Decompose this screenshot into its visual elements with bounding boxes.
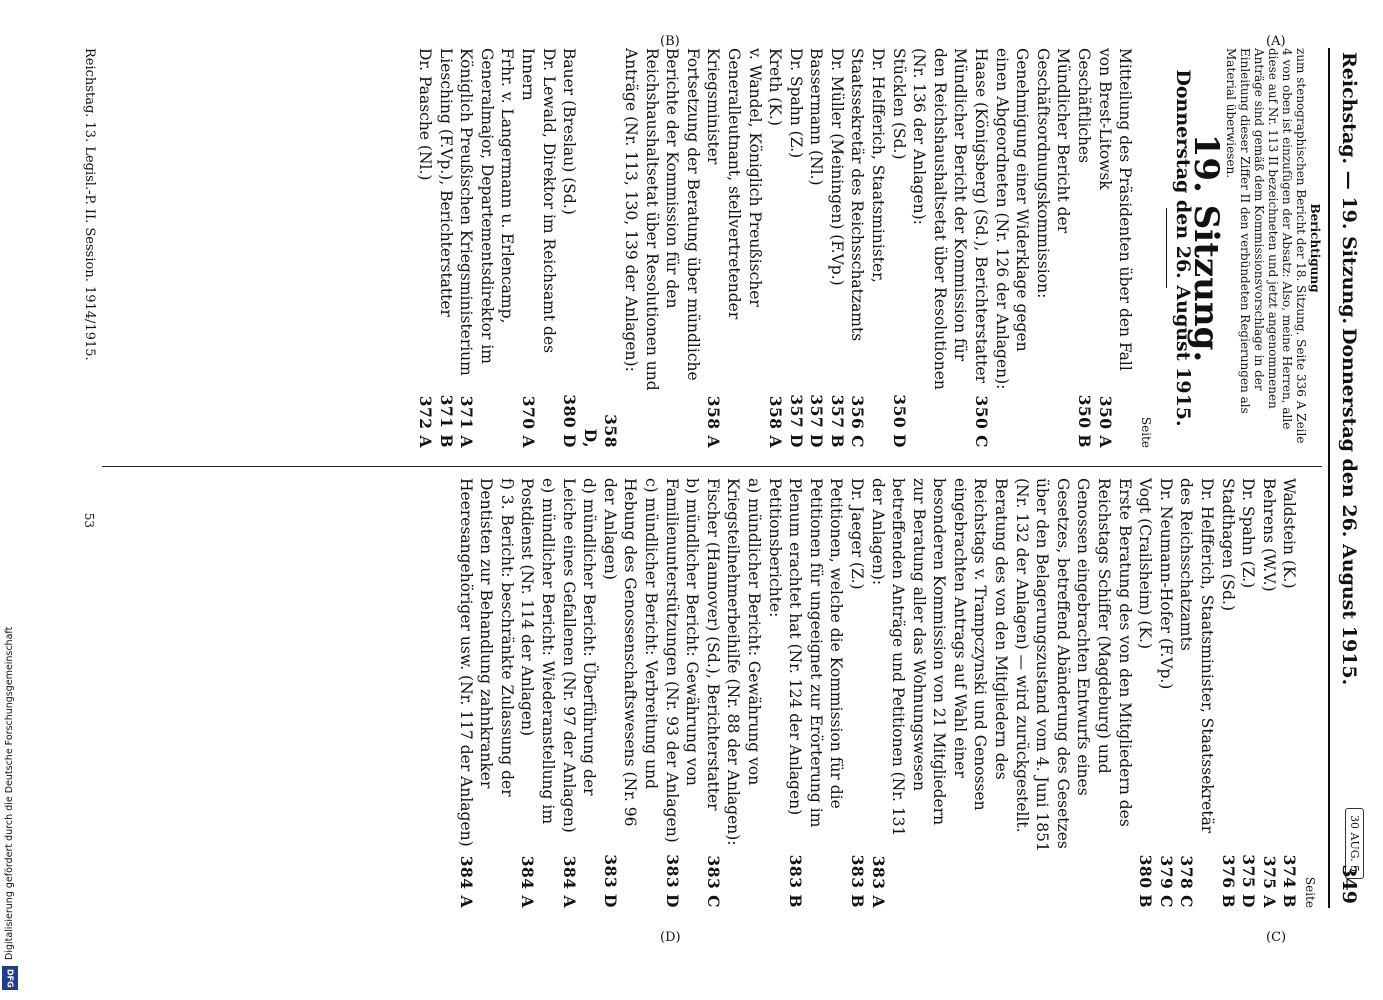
header-rule (1328, 48, 1330, 908)
toc-entry-page: 376 B (1218, 854, 1238, 908)
toc-entry-text: a) mündlicher Bericht: Gewährung von Kriegsteilnehmerbeihilfe (Nr. 88 der Anlagen): (724, 478, 763, 846)
toc-entry-text: Fortsetzung der Beratung über mündliche Berichte der Kommission für den Reichshaushaltsetat über Resolutionen und Anträge (Nr. 113, 130, 139 der Anlagen): (621, 48, 702, 391)
column-divider (102, 466, 1322, 467)
toc-entry-page: 358 A (704, 395, 724, 448)
toc-entry (599, 478, 661, 908)
right-entries (455, 478, 1299, 908)
margin-mark-a: (A) (1266, 34, 1286, 49)
digitization-credit (0, 0, 22, 1000)
correction-text: zum stenographischen Bericht der 18. Sitzung. Seite 336 A Zeile 4 von oben ist einzufügen der Absatz: Also, meine Herren, alle diese auf Nr. 113 II bezeichneten und jetzt angenommenen Anträge sind gemäß dem Kommissionsvorschlage in der Einleitung dieser Ziffer II den verbündeten Regierungen als Material überwiesen. (1224, 48, 1308, 444)
header-left: Reichstag. — 19. Sitzung. (1338, 52, 1360, 325)
toc-entry-text: Mündlicher Bericht der Geschäftsordnungskommission: Genehmigung einer Widerklage gegen einen Abgeordneten (Nr. 126 der Anlagen): (992, 48, 1073, 390)
toc-entry (765, 48, 786, 448)
toc-entry-text: Bauer (Breslau) (Sd.) (560, 48, 579, 215)
toc-entry (703, 48, 765, 448)
toc-entry (455, 478, 517, 908)
toc-entry (847, 48, 888, 448)
toc-entry-text: Dr. Neumann-Hofer (F.Vp.) (1156, 478, 1175, 690)
running-header (1332, 48, 1366, 908)
toc-entry-page: 358 A (766, 395, 786, 448)
toc-entry-page: 380 B (1136, 854, 1156, 908)
toc-entry-text: Kreth (K.) (766, 48, 785, 126)
toc-entry (991, 48, 1073, 448)
toc-entry-text: f) 3. Bericht: beschränkte Zulassung der Dentisten zur Behandlung zahnkranker Heeresangehöriger usw. (Nr. 117 der Anlagen) (456, 478, 516, 847)
toc-entry-text: Dr. Spahn (Z.) (786, 48, 805, 159)
toc-entry-page: 350 C (972, 395, 992, 448)
toc-entry-page: 371 B (436, 394, 456, 448)
toc-entry (414, 48, 435, 448)
toc-entry-text: Beratung des von den Mitgliedern des Reichstags v. Trampczynski und Genossen eingebrachten Antrags auf Wahl einer besonderen Kommission von 21 Mitgliedern zur Beratung aller das Wohnungswesen betreffenden Anträge und Petitionen (Nr. 131 der Anlagen): (868, 478, 1011, 837)
toc-entry-page: 383 D (662, 854, 682, 908)
correction-note (1224, 48, 1322, 448)
toc-entry (435, 48, 456, 448)
toc-entry (1258, 478, 1279, 908)
toc-entry-page: 384 A (456, 855, 476, 908)
toc-entry (826, 48, 847, 448)
toc-entry-page: 384 A (559, 855, 579, 908)
toc-entry-page: 383 B (847, 854, 867, 908)
toc-entry-text: Stücklen (Sd.) (889, 48, 908, 160)
toc-entry-text: Petitionen, welche die Kommission für die Petitionen für ungeeignet zur Erörterung im Plenum erachtet hat (Nr. 124 der Anlagen) (786, 478, 846, 828)
toc-entry-page: 384 A (518, 855, 538, 908)
toc-entry-text: Fischer (Hannover) (Sd.), Berichterstatter (703, 478, 722, 811)
toc-entry (1279, 478, 1300, 908)
toc-entry-page: 375 A (1259, 855, 1279, 908)
left-column (414, 48, 1322, 448)
toc-entry-page: 358 D, 380 D (560, 394, 621, 448)
toc-entry-text: Dr. Müller (Meiningen) (F.Vp.) (827, 48, 846, 286)
toc-entry-page: 356 C (848, 395, 868, 448)
toc-entry-page: 357 D (786, 394, 806, 448)
toc-entry (1155, 478, 1176, 908)
toc-entry-text: Liesching (F.Vp.), Berichterstatter (436, 48, 455, 317)
toc-entry-text: Dr. Paasche (Nl.) (416, 48, 435, 181)
margin-mark-d: (D) (660, 930, 681, 945)
toc-entry (846, 478, 867, 908)
toc-entry-text: Dr. Lewald, Direktor im Reichsamt des Innern (519, 48, 558, 354)
toc-entry-page: 379 C (1156, 855, 1176, 908)
toc-entry (785, 478, 847, 908)
toc-entry-page: 350 A (1095, 395, 1115, 448)
toc-entry (559, 48, 621, 448)
toc-entry (558, 478, 599, 908)
toc-entry-page: 378 C (1177, 855, 1197, 908)
session-title: 19. Sitzung. (1186, 133, 1226, 363)
toc-entry (456, 48, 518, 448)
toc-entry (620, 48, 702, 448)
toc-entry (764, 478, 785, 908)
toc-entry-text: Frhr. v. Langermann u. Erlencamp, Generalmajor, Departementsdirektor im Königlich Preußischen Kriegsministerium (457, 48, 517, 376)
toc-entry (806, 48, 827, 448)
toc-entry (909, 48, 971, 448)
toc-entry-page: 371 A (457, 395, 477, 448)
toc-entry-text: Mitteilung des Präsidenten über den Fall von Brest-Litowsk (1095, 48, 1135, 371)
toc-entry (702, 478, 723, 908)
toc-entry-text: c) mündlicher Bericht: Verbreitung und Hebung des Genossenschaftswesens (Nr. 96 der Anlagen) (600, 478, 660, 827)
toc-entry-text: Dr. Helfferich, Staatsminister, Staatssekretär des Reichsschatzamts (848, 48, 888, 342)
toc-entry-page: 383 D (600, 854, 620, 908)
margin-mark-c: (C) (1266, 930, 1287, 945)
correction-title: Berichtigung (1308, 203, 1322, 293)
toc-entry-page: 383 B (786, 854, 806, 908)
toc-entry-text: Dr. Jaeger (Z.) (847, 478, 866, 590)
toc-entry (1217, 478, 1238, 908)
received-stamp: 30 AUG. 5 (1345, 808, 1364, 879)
toc-entry-page: 374 B (1280, 854, 1300, 908)
title-rule (1166, 208, 1167, 288)
toc-entry-text: Bassermann (Nl.) (807, 48, 826, 186)
toc-entry-text: Dr. Spahn (Z.) (1239, 478, 1258, 589)
toc-entry (785, 48, 806, 448)
toc-entry-page: 350 D (889, 394, 909, 448)
toc-entry-page: 375 D (1239, 854, 1259, 908)
page-number: 349 (1338, 864, 1360, 904)
right-column (455, 478, 1322, 908)
toc-entry (888, 48, 909, 448)
margin-mark-b: (B) (660, 34, 680, 49)
toc-entry-text: b) mündlicher Bericht: Gewährung von Familienunterstützungen (Nr. 93 der Anlagen) (662, 478, 702, 843)
toc-entry-page: 372 A (416, 395, 436, 448)
toc-entry (970, 48, 991, 448)
toc-entry-text: Haase (Königsberg) (Sd.), Berichterstatter (972, 48, 991, 384)
toc-entry-text: Waldstein (K.) (1280, 478, 1299, 589)
seite-label-right: Seite (1303, 876, 1317, 908)
footer-page: 53 (82, 512, 96, 528)
toc-entry-text: Vogt (Crailsheim) (K.) (1136, 478, 1155, 649)
toc-entry (1238, 478, 1259, 908)
session-date: Donnerstag den 26. August 1915. (1172, 69, 1195, 427)
toc-entry-text: e) mündlicher Bericht: Wiederanstellung im Postdienst (Nr. 114 der Anlagen) (518, 478, 558, 825)
toc-entry-page: 370 A (519, 395, 538, 448)
footer-session: Reichstag. 13. Legisl.-P. II. Session. 1914/1915. (82, 48, 97, 361)
left-entries (414, 48, 1135, 448)
toc-entry (661, 478, 702, 908)
toc-entry (1011, 478, 1135, 908)
toc-entry (1176, 478, 1217, 908)
toc-entry (517, 48, 558, 448)
toc-entry-text: Petitionsberichte: (765, 478, 784, 618)
toc-entry-text: d) mündlicher Bericht: Überführung der Leiche eines Gefallenen (Nr. 97 der Anlagen) (559, 478, 599, 833)
dfg-logo: DFG (2, 966, 18, 990)
toc-entry (1073, 48, 1094, 448)
toc-entry-text: v. Wandel, Königlich Preußischer Generalleutnant, stellvertretender Kriegsminister (704, 48, 764, 320)
toc-entry (517, 478, 558, 908)
toc-entry-page: 383 C (703, 855, 723, 908)
seite-label: Seite (1138, 416, 1153, 448)
toc-entry-text: Stadthagen (Sd.) (1218, 478, 1237, 612)
credit-text: Digitalisierung gefördert durch die Deutsche Forschungsgemeinschaft (4, 626, 15, 960)
toc-entry (867, 478, 1011, 908)
toc-entry-text: Geschäftliches (1075, 48, 1094, 164)
toc-entry-text: Dr. Helfferich, Staatsminister, Staatssekretär des Reichsschatzamts (1177, 478, 1217, 834)
toc-entry-page: 357 B (827, 394, 847, 448)
toc-entry-text: Erste Beratung des von den Mitgliedern des Reichstags Schiffer (Magdeburg) und Genossen eingebrachten Entwurfs eines Gesetzes, betreffend Abänderung des Gesetzes über den Belagerungszustand vom 4. Juni 1851 (Nr. 132 der Anlagen) — wird zurückgestellt. (1012, 478, 1134, 852)
toc-entry-text: Mündlicher Bericht der Kommission für den Reichshaushaltsetat über Resolutionen (Nr. 136 der Anlagen): (910, 48, 970, 390)
header-date: Donnerstag den 26. August 1915. (1338, 328, 1360, 686)
toc-entry (1094, 48, 1135, 448)
toc-entry-page: 350 B (1075, 394, 1095, 448)
rotated-page (76, 48, 1366, 908)
toc-entry-page: 383 A (868, 855, 888, 908)
toc-entry-text: Behrens (W.V.) (1259, 478, 1278, 592)
toc-entry-page: 357 D (807, 394, 827, 448)
toc-entry (723, 478, 764, 908)
toc-entry (1135, 478, 1156, 908)
